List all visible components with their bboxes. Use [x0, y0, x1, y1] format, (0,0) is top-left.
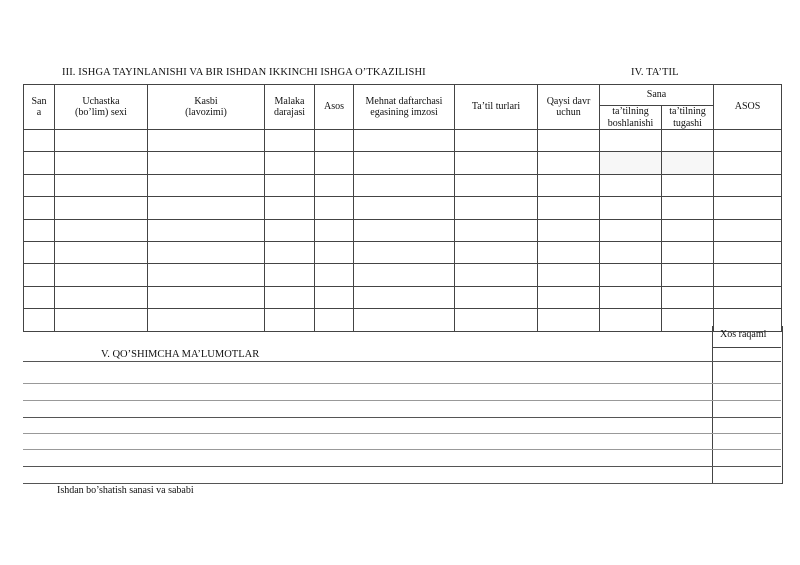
table-cell[interactable] [315, 197, 354, 219]
table-cell[interactable] [714, 174, 782, 196]
table-cell[interactable] [662, 197, 714, 219]
additional-line[interactable] [23, 383, 781, 384]
table-cell[interactable] [662, 309, 714, 331]
table-cell[interactable] [538, 174, 600, 196]
table-cell[interactable] [354, 309, 455, 331]
table-row [24, 197, 782, 219]
table-cell[interactable] [600, 130, 662, 152]
table-cell[interactable] [600, 286, 662, 308]
table-cell[interactable] [24, 264, 55, 286]
table-cell[interactable] [265, 286, 315, 308]
table-cell[interactable] [455, 174, 538, 196]
table-cell[interactable] [315, 130, 354, 152]
table-cell[interactable] [455, 241, 538, 263]
table-cell[interactable] [455, 130, 538, 152]
table-cell[interactable] [538, 309, 600, 331]
header-date-group: Sana [600, 85, 714, 106]
table-cell[interactable] [148, 241, 265, 263]
table-row [24, 219, 782, 241]
table-cell[interactable] [455, 152, 538, 174]
table-cell[interactable] [455, 309, 538, 331]
header-period: Qaysi davr uchun [538, 85, 600, 130]
table-cell[interactable] [24, 219, 55, 241]
header-basis: Asos [315, 85, 354, 130]
table-cell[interactable] [265, 130, 315, 152]
table-cell[interactable] [265, 152, 315, 174]
additional-line[interactable] [23, 433, 781, 434]
table-cell[interactable] [148, 197, 265, 219]
table-cell[interactable] [455, 264, 538, 286]
table-cell[interactable] [265, 197, 315, 219]
vacation-section-title: IV. TA’TIL [631, 67, 679, 78]
table-row [24, 309, 782, 331]
header-profession: Kasbi (lavozimi) [148, 85, 265, 130]
table-cell[interactable] [354, 264, 455, 286]
signature-label-divider [712, 347, 781, 348]
table-cell[interactable] [354, 219, 455, 241]
table-cell[interactable] [148, 130, 265, 152]
table-cell[interactable] [55, 219, 148, 241]
table-cell[interactable] [662, 219, 714, 241]
table-cell[interactable] [538, 152, 600, 174]
header-division: Uchastka (bo’lim) sexi [55, 85, 148, 130]
table-cell[interactable] [662, 174, 714, 196]
table-row [24, 152, 782, 174]
table-cell[interactable] [714, 219, 782, 241]
signature-column-box [712, 326, 783, 484]
table-cell[interactable] [24, 130, 55, 152]
table-cell[interactable] [600, 264, 662, 286]
table-cell[interactable] [538, 264, 600, 286]
table-row [24, 130, 782, 152]
table-cell[interactable] [662, 286, 714, 308]
table-cell[interactable] [354, 286, 455, 308]
table-cell[interactable] [354, 197, 455, 219]
table-cell[interactable] [538, 219, 600, 241]
header-date: San a [24, 85, 55, 130]
additional-line[interactable] [23, 417, 781, 418]
table-cell[interactable] [538, 130, 600, 152]
table-cell[interactable] [55, 152, 148, 174]
table-row [24, 241, 782, 263]
table-cell[interactable] [55, 174, 148, 196]
header-vacation-types: Ta’til turlari [455, 85, 538, 130]
table-cell[interactable] [714, 152, 782, 174]
table-cell[interactable] [24, 309, 55, 331]
table-cell[interactable] [600, 219, 662, 241]
table-row [24, 174, 782, 196]
table-cell[interactable] [714, 197, 782, 219]
table-cell[interactable] [662, 264, 714, 286]
table-cell[interactable] [600, 197, 662, 219]
table-cell[interactable] [24, 174, 55, 196]
table-cell[interactable] [24, 197, 55, 219]
table-cell[interactable] [148, 174, 265, 196]
additional-line[interactable] [23, 466, 781, 467]
table-cell[interactable] [148, 264, 265, 286]
signature-label: Xos raqami [720, 329, 767, 340]
additional-line[interactable] [23, 483, 781, 484]
table-cell[interactable] [600, 152, 662, 174]
table-cell[interactable] [265, 309, 315, 331]
appointment-vacation-table [23, 84, 782, 332]
table-cell[interactable] [714, 286, 782, 308]
table-cell[interactable] [55, 286, 148, 308]
table-cell[interactable] [315, 152, 354, 174]
table-cell[interactable] [600, 241, 662, 263]
additional-section-title: V. QO’SHIMCHA MA’LUMOTLAR [101, 349, 260, 360]
appointment-section-title: III. ISHGA TAYINLANISHI VA BIR ISHDAN IKKINCHI ISHGA O’TKAZILISHI [62, 67, 426, 78]
table-cell[interactable] [315, 264, 354, 286]
table-cell[interactable] [24, 241, 55, 263]
table-cell[interactable] [662, 152, 714, 174]
header-vacation-end: ta’tilning tugashi [662, 106, 714, 130]
table-cell[interactable] [538, 286, 600, 308]
table-cell[interactable] [55, 241, 148, 263]
table-cell[interactable] [55, 130, 148, 152]
table-cell[interactable] [538, 197, 600, 219]
table-cell[interactable] [148, 219, 265, 241]
additional-line[interactable] [23, 400, 781, 401]
table-cell[interactable] [662, 130, 714, 152]
table-cell[interactable] [55, 309, 148, 331]
table-cell[interactable] [714, 241, 782, 263]
table-cell[interactable] [455, 219, 538, 241]
table-cell[interactable] [265, 264, 315, 286]
table-cell[interactable] [600, 309, 662, 331]
table-cell[interactable] [148, 309, 265, 331]
table-cell[interactable] [265, 219, 315, 241]
table-cell[interactable] [55, 197, 148, 219]
table-cell[interactable] [148, 152, 265, 174]
additional-line[interactable] [23, 449, 781, 450]
table-cell[interactable] [315, 219, 354, 241]
header-vacation-basis: ASOS [714, 85, 782, 130]
table-cell[interactable] [265, 174, 315, 196]
additional-line[interactable] [23, 361, 781, 362]
table-cell[interactable] [354, 174, 455, 196]
table-cell[interactable] [55, 264, 148, 286]
header-signature: Mehnat daftarchasi egasining imzosi [354, 85, 455, 130]
table-cell[interactable] [315, 286, 354, 308]
table-cell[interactable] [315, 241, 354, 263]
table-cell[interactable] [662, 241, 714, 263]
table-cell[interactable] [538, 241, 600, 263]
table-cell[interactable] [455, 197, 538, 219]
table-cell[interactable] [714, 130, 782, 152]
table-cell[interactable] [265, 241, 315, 263]
table-cell[interactable] [600, 174, 662, 196]
table-cell[interactable] [354, 152, 455, 174]
table-cell[interactable] [354, 130, 455, 152]
table-row [24, 264, 782, 286]
table-cell[interactable] [455, 286, 538, 308]
table-cell[interactable] [315, 309, 354, 331]
table-cell[interactable] [148, 286, 265, 308]
header-qualification: Malaka darajasi [265, 85, 315, 130]
dismissal-label: Ishdan bo’shatish sanasi va sababi [57, 485, 194, 496]
table-cell[interactable] [354, 241, 455, 263]
header-vacation-start: ta’tilning boshlanishi [600, 106, 662, 130]
table-row [24, 286, 782, 308]
table-cell[interactable] [315, 174, 354, 196]
table-cell[interactable] [714, 264, 782, 286]
table-cell[interactable] [24, 152, 55, 174]
table-cell[interactable] [24, 286, 55, 308]
